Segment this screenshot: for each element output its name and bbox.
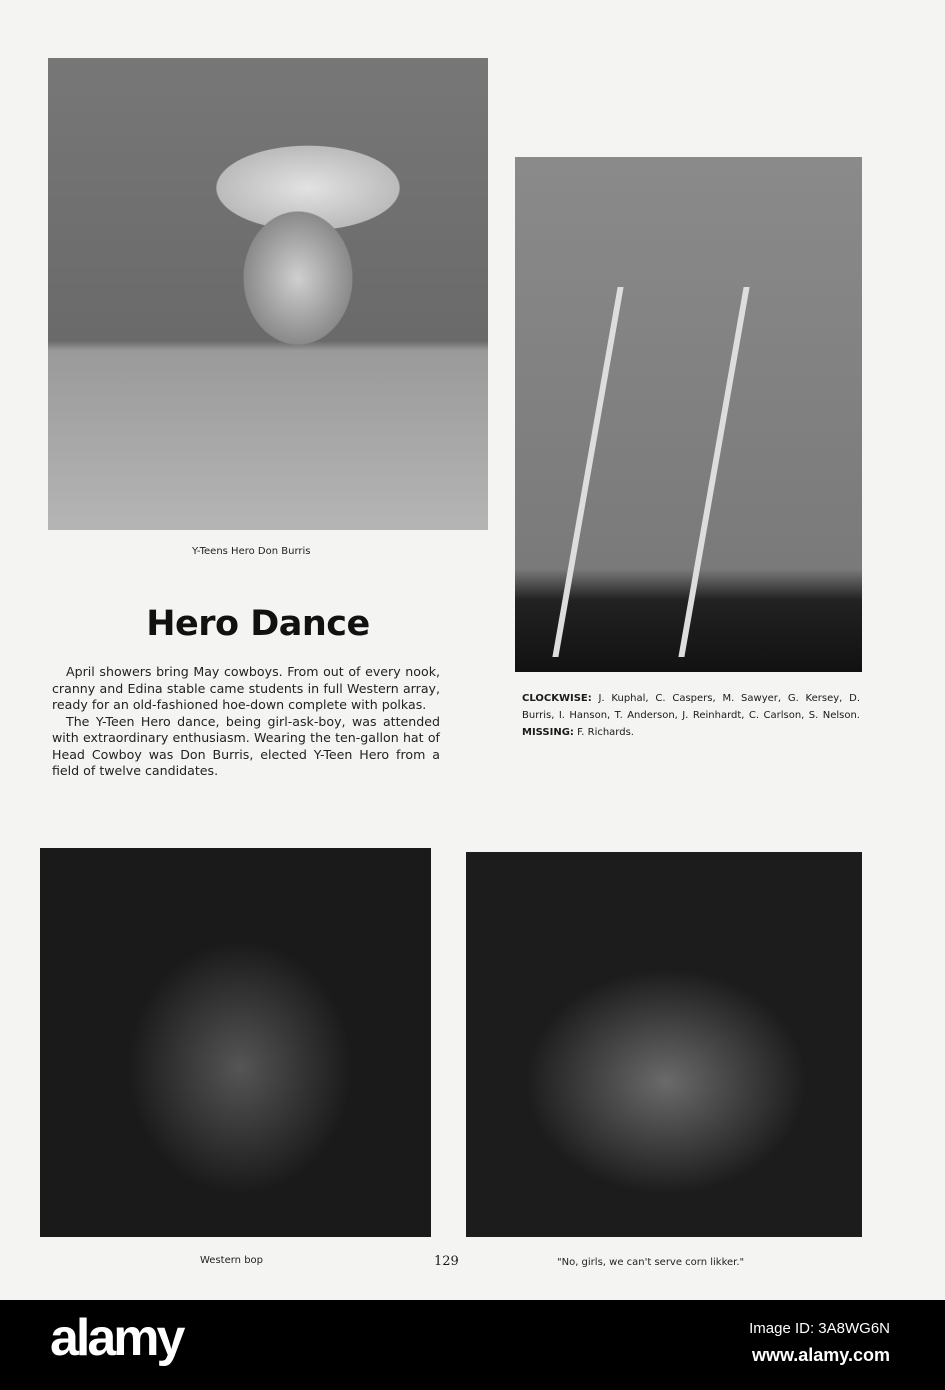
image-id: Image ID: 3A8WG6N (749, 1320, 890, 1337)
photo-group-on-ladder (515, 157, 862, 672)
photo-dancing (40, 848, 431, 1237)
paragraph: April showers bring May cowboys. From out of every nook, cranny and Edina stable came students in full Western array, ready for an old-fashioned hoe-down complete with polkas. (52, 664, 440, 712)
group-photo-caption (522, 690, 860, 741)
page-title: Hero Dance (146, 604, 370, 644)
watermark-bar (0, 1300, 945, 1390)
clockwise-label: CLOCKWISE: (522, 693, 592, 704)
photo-don-burris-portrait (48, 58, 488, 530)
page-number: 129 (434, 1254, 459, 1269)
names: J. Kuphal, C. Caspers, M. Sawyer, G. Kersey, D. Burris, I. Hanson, T. Anderson, J. Reinhardt, C. Carlson, S. Nelson. (522, 693, 860, 721)
caption-portrait: Y-Teens Hero Don Burris (192, 546, 311, 557)
missing-label: MISSING: (522, 727, 574, 738)
site-url: www.alamy.com (751, 1345, 890, 1365)
alamy-logo: alamy (50, 1309, 183, 1367)
caption-western-bop: Western bop (200, 1255, 264, 1266)
ladder (552, 287, 749, 657)
photo-girls-at-table (466, 852, 862, 1237)
caption-corn-likker: "No, girls, we can't serve corn likker." (557, 1257, 745, 1268)
article-body (52, 664, 440, 780)
missing-names: F. Richards. (573, 727, 634, 738)
paragraph: The Y-Teen Hero dance, being girl-ask-boy, was attended with extraordinary enthusiasm. Wearing the ten-gallon hat of Head Cowboy was Don Burris, elected Y-Teen Hero from a field of twelve candidates. (52, 713, 440, 778)
